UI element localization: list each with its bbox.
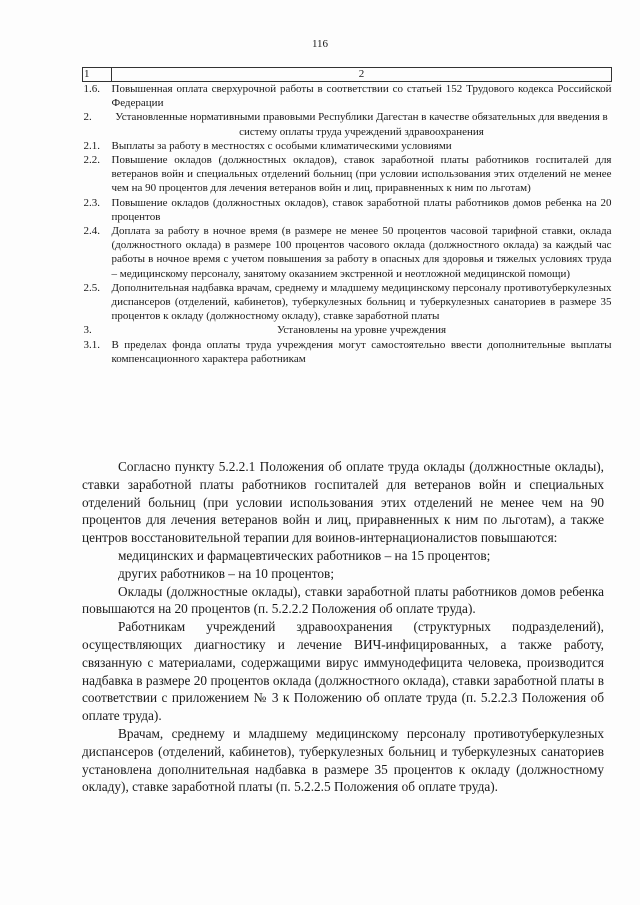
page-number: 116 [311,38,329,50]
paragraph-list-item: других работников – на 10 процентов; [118,565,335,581]
table-row [83,281,612,324]
paragraph: Работникам учреждений здравоохранения (структурных подразделений), осуществляющих диагностику и лечение ВИЧ-инфицированных, а также работу, связанную с материалами, содержащими вирус иммунодефицита человека, производится надбавка в размере 20 процентов оклада (должностного оклада), ставки заработной платы в соответствии с приложением № 3 к Положению об оплате труда (п. 5.2.2.3 Положения об оплате труда). [82,619,604,724]
row-number: 2.4. [83,225,100,238]
row-text: Установленные нормативными правовыми Республики Дагестан в качестве обязательных для введения в систему оплаты труда учреждений здравоохранения [115,111,608,138]
row-text: Повышение окладов (должностных окладов), ставок заработной платы работников домов ребенка на 20 процентов [111,196,612,223]
table-row [83,153,612,196]
table-row [83,139,612,153]
table-row [83,224,612,281]
table-row [83,338,612,366]
table-row [83,82,612,111]
paragraph: Оклады (должностные оклады), ставки заработной платы работников домов ребенка повышаются на 20 процентов (п. 5.2.2.2 Положения об оплате труда). [82,583,604,617]
row-number: 2.3. [83,196,100,209]
row-text: Повышенная оплата сверхурочной работы в соответствии со статьей 152 Трудового кодекса Российской Федерации [111,83,612,110]
paragraph: Врачам, среднему и младшему медицинскому персоналу противотуберкулезных диспансеров (отделений, кабинетов), туберкулезных больниц и туберкулезных санаториев установлена дополнительная надбавка в размере 35 процентов к окладу (должностному окладу), ставке заработной платы (п. 5.2.2.5 Положения об оплате труда). [82,725,604,795]
table-header-col-1: 1 [83,68,112,82]
row-number: 2. [83,111,92,124]
row-text: Выплаты за работу в местностях с особыми климатическими условиями [111,139,452,152]
row-number: 3.1. [83,338,100,351]
row-number: 3. [83,324,92,337]
row-text: Установлены на уровне учреждения [276,324,447,337]
table-header-col-2: 2 [112,68,612,82]
table-header-row [83,68,612,82]
compensation-table [82,67,612,366]
table-row [83,110,612,138]
row-text: Повышение окладов (должностных окладов), ставок заработной платы работников госпиталей для ветеранов войн и специальных отделений больниц (при условии использования этих отделений не менее чем на 90 процентов для лечения ветеранов войн и лиц, приравненных к ним по льготам) [111,154,612,195]
row-number: 2.5. [83,281,100,294]
table-row [83,323,612,337]
row-text: Доплата за работу в ночное время (в размере не менее 50 процентов часовой тарифной ставки, оклада (должностного оклада) в размере 100 процентов часового оклада (должностного оклада) за каждый час работы в ночное время с учетом повышения за работу в опасных для здоровья и тяжелых условиях труда – медицинскому персоналу, занятому оказанием экстренной и неотложной медицинской помощи) [111,225,612,280]
row-number: 2.1. [83,139,100,152]
row-text: В пределах фонда оплаты труда учреждения могут самостоятельно ввести дополнительные выплаты компенсационного характера работникам [111,338,612,365]
paragraph: Согласно пункту 5.2.2.1 Положения об оплате труда оклады (должностные оклады), ставки заработной платы работников госпиталей для ветеранов войн и специальных отделений больниц (при условии использования этих отделений не менее чем на 90 процентов для лечения ветеранов войн и лиц, приравненных к ним по льготам), а также центров восстановительной терапии для воинов-интернационалистов повышаются: [82,459,604,546]
table-row [83,196,612,224]
row-number: 1.6. [83,83,100,95]
row-text: Дополнительная надбавка врачам, среднему и младшему медицинскому персоналу противотуберкулезных диспансеров (отделений, кабинетов), туберкулезных больниц и туберкулезных санаториев в размере 35 процентов к окладу (должностному окладу), ставке заработной платы [111,281,612,323]
paragraph-list-item: медицинских и фармацевтических работников – на 15 процентов; [118,547,491,563]
row-number: 2.2. [83,154,100,167]
body-text [82,458,604,796]
